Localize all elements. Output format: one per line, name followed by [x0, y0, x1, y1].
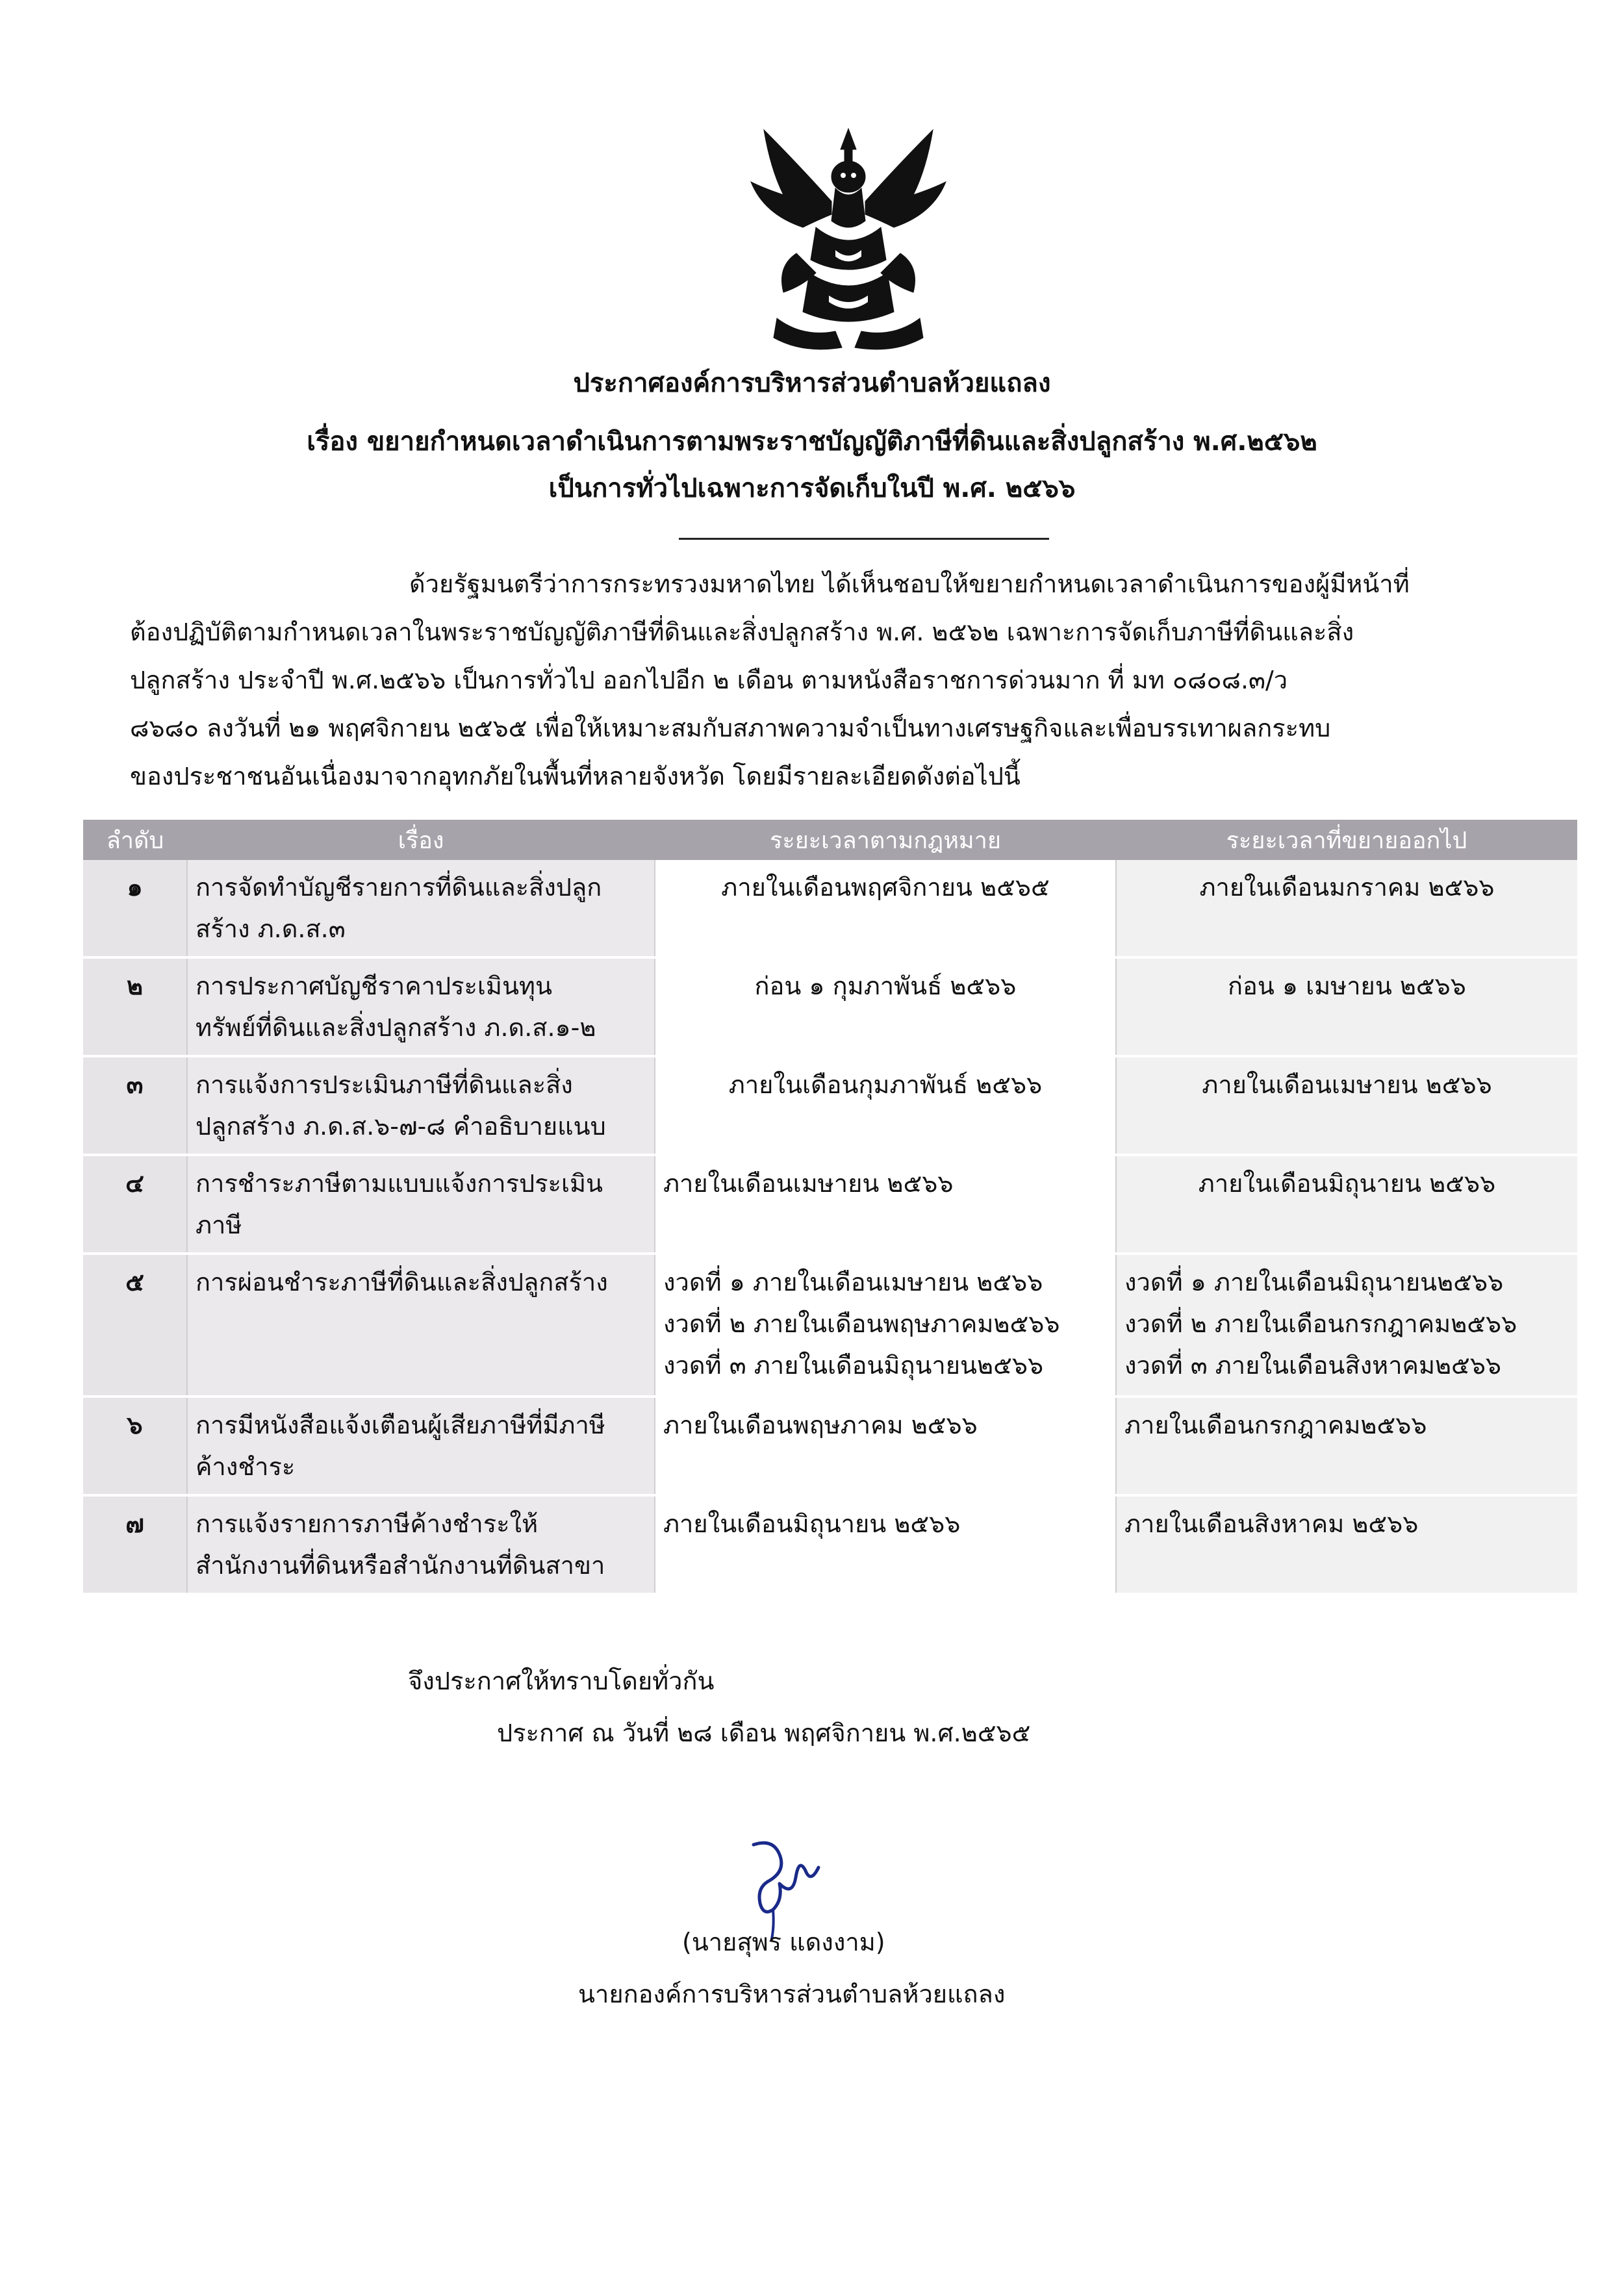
announcement-scope: เป็นการทั่วไปเฉพาะการจัดเก็บในปี พ.ศ. ๒๕๖๖ [548, 474, 1076, 503]
row-subject: การชำระภาษีตามแบบแจ้งการประเมิน ภาษี [187, 1155, 655, 1254]
row-extended-period: งวดที่ ๑ ภายในเดือนมิถุนายน๒๕๖๖ งวดที่ ๒ ภายในเดือนกรกฎาคม๒๕๖๖ งวดที่ ๓ ภายในเดือนสิงหาคม๒๕๖๖ [1116, 1254, 1577, 1397]
row-legal-period: ภายในเดือนพฤษภาคม ๒๕๖๖ [655, 1397, 1116, 1495]
row-subject: การผ่อนชำระภาษีที่ดินและสิ่งปลูกสร้าง [187, 1254, 655, 1397]
row-extended-period: ภายในเดือนมิถุนายน ๒๕๖๖ [1116, 1155, 1577, 1254]
row-extended-period: ก่อน ๑ เมษายน ๒๕๖๖ [1116, 957, 1577, 1056]
row-legal-period: ภายในเดือนพฤศจิกายน ๒๕๖๕ [655, 860, 1116, 957]
body-line: ของประชาชนอันเนื่องมาจากอุทกภัยในพื้นที่หลายจังหวัด โดยมีรายละเอียดดังต่อไปนี้ [130, 762, 1021, 790]
row-legal-period: ก่อน ๑ กุมภาพันธ์ ๒๕๖๖ [655, 957, 1116, 1056]
row-number: ๒ [83, 957, 187, 1056]
row-subject: การมีหนังสือแจ้งเตือนผู้เสียภาษีที่มีภาษี ค้างชำระ [187, 1397, 655, 1495]
row-subject: การประกาศบัญชีราคาประเมินทุน ทรัพย์ที่ดินและสิ่งปลูกสร้าง ภ.ด.ส.๑-๒ [187, 957, 655, 1056]
row-subject: การจัดทำบัญชีรายการที่ดินและสิ่งปลูก สร้าง ภ.ด.ส.๓ [187, 860, 655, 957]
column-header-subject: เรื่อง [187, 820, 655, 860]
row-number: ๔ [83, 1155, 187, 1254]
body-line: ด้วยรัฐมนตรีว่าการกระทรวงมหาดไทย ได้เห็นชอบให้ขยายกำหนดเวลาดำเนินการของผู้มีหน้าที่ [409, 570, 1410, 598]
table-row [83, 860, 1577, 957]
row-subject: การแจ้งรายการภาษีค้างชำระให้ สำนักงานที่ดินหรือสำนักงานที่ดินสาขา [187, 1495, 655, 1594]
announcement-title: ประกาศองค์การบริหารส่วนตำบลห้วยแถลง [573, 368, 1051, 398]
table-header-row [83, 820, 1577, 860]
signatory-name: (นายสุพร แดงงาม) [682, 1928, 885, 1956]
row-legal-period: ภายในเดือนเมษายน ๒๕๖๖ [655, 1155, 1116, 1254]
row-extended-period: ภายในเดือนสิงหาคม ๒๕๖๖ [1116, 1495, 1577, 1594]
table-row [83, 957, 1577, 1056]
row-legal-period: ภายในเดือนมิถุนายน ๒๕๖๖ [655, 1495, 1116, 1594]
title-divider [679, 538, 1049, 540]
body-line: ๘๖๘๐ ลงวันที่ ๒๑ พฤศจิกายน ๒๕๖๕ เพื่อให้เหมาะสมกับสภาพความจำเป็นทางเศรษฐกิจและเพื่อบรรเทาผลกระทบ [130, 714, 1331, 742]
row-extended-period: ภายในเดือนเมษายน ๒๕๖๖ [1116, 1056, 1577, 1155]
row-subject: การแจ้งการประเมินภาษีที่ดินและสิ่ง ปลูกสร้าง ภ.ด.ส.๖-๗-๘ คำอธิบายแนบ [187, 1056, 655, 1155]
row-number: ๕ [83, 1254, 187, 1397]
row-extended-period: ภายในเดือนมกราคม ๒๕๖๖ [1116, 860, 1577, 957]
table-row [83, 1495, 1577, 1594]
table-row [83, 1254, 1577, 1397]
body-line: ต้องปฏิบัติตามกำหนดเวลาในพระราชบัญญัติภาษีที่ดินและสิ่งปลูกสร้าง พ.ศ. ๒๕๖๒ เฉพาะการจัดเก็บภาษีที่ดินและสิ่ง [130, 618, 1354, 646]
column-header-order: ลำดับ [83, 820, 187, 860]
table-row [83, 1056, 1577, 1155]
row-number: ๖ [83, 1397, 187, 1495]
announcement-subject: เรื่อง ขยายกำหนดเวลาดำเนินการตามพระราชบัญญัติภาษีที่ดินและสิ่งปลูกสร้าง พ.ศ.๒๕๖๒ [307, 427, 1317, 457]
row-legal-period: งวดที่ ๑ ภายในเดือนเมษายน ๒๕๖๖ งวดที่ ๒ ภายในเดือนพฤษภาคม๒๕๖๖ งวดที่ ๓ ภายในเดือนมิถุนายน๒๕๖๖ [655, 1254, 1116, 1397]
row-number: ๗ [83, 1495, 187, 1594]
table-row [83, 1155, 1577, 1254]
garuda-emblem-icon [738, 123, 959, 364]
closing-statement: จึงประกาศให้ทราบโดยทั่วกัน [408, 1667, 715, 1695]
row-legal-period: ภายในเดือนกุมภาพันธ์ ๒๕๖๖ [655, 1056, 1116, 1155]
body-line: ปลูกสร้าง ประจำปี พ.ศ.๒๕๖๖ เป็นการทั่วไป ออกไปอีก ๒ เดือน ตามหนังสือราชการด่วนมาก ที่ มท ๐๘๐๘.๓/ว [130, 666, 1288, 694]
column-header-extended-period: ระยะเวลาที่ขยายออกไป [1116, 820, 1577, 860]
body-paragraph [130, 560, 1494, 800]
row-extended-period: ภายในเดือนกรกฎาคม๒๕๖๖ [1116, 1397, 1577, 1495]
schedule-table [83, 820, 1577, 1595]
signatory-title: นายกองค์การบริหารส่วนตำบลห้วยแถลง [578, 1980, 1006, 2008]
row-number: ๑ [83, 860, 187, 957]
column-header-legal-period: ระยะเวลาตามกฎหมาย [655, 820, 1116, 860]
table-row [83, 1397, 1577, 1495]
row-number: ๓ [83, 1056, 187, 1155]
announcement-date: ประกาศ ณ วันที่ ๒๘ เดือน พฤศจิกายน พ.ศ.๒๕๖๕ [497, 1719, 1031, 1747]
